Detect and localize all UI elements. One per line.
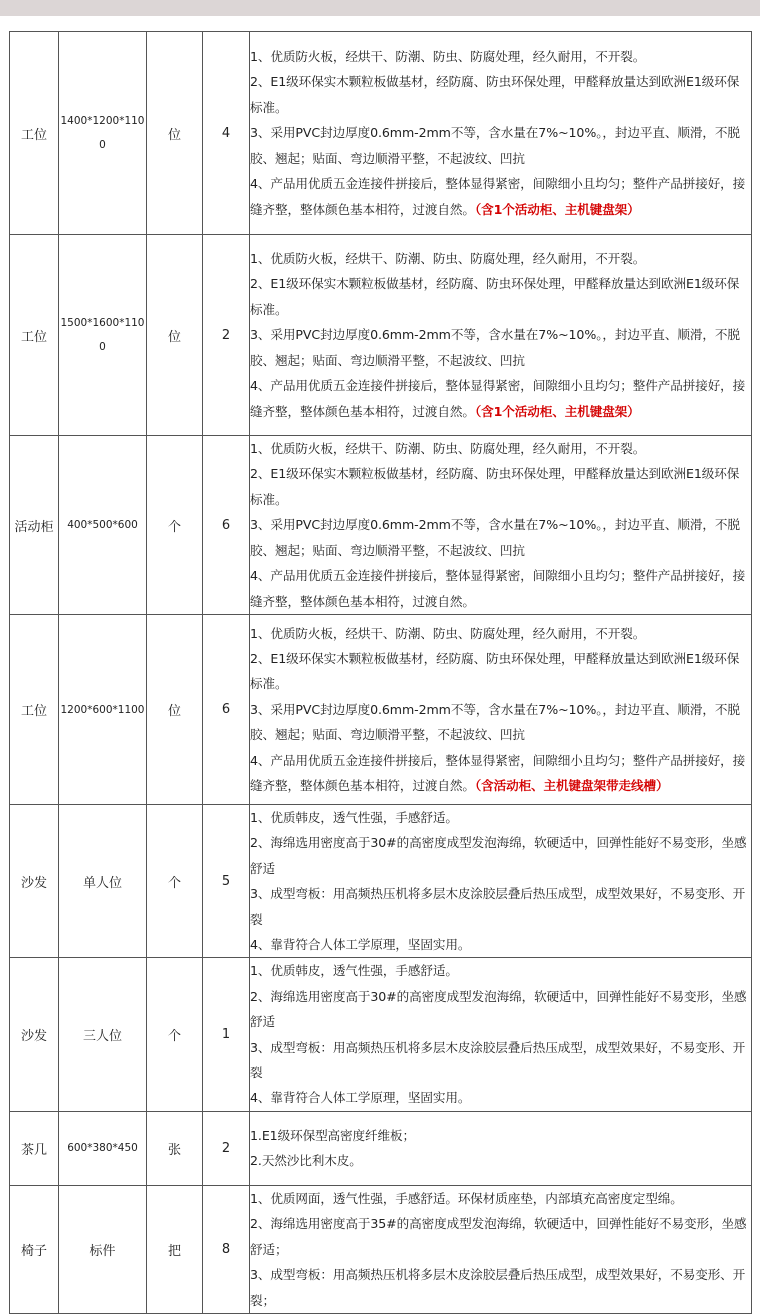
desc-text: 2、E1级环保实木颗粒板做基材，经防腐、防虫环保处理，甲醛释放量达到欧洲E1级环保标准。 [250, 650, 740, 692]
desc-note: （含活动柜、主机键盘架带走线槽） [474, 778, 669, 794]
item-name-cell: 沙发 [10, 958, 59, 1111]
desc-text: 2、海绵选用密度高于30#的高密度成型发泡海绵，软硬适中，回弹性能好不易变形，坐感舒适 [250, 988, 747, 1030]
desc-text: 4、产品用优质五金连接件拼接后，整体显得紧密，间隙细小且均匀；整件产品拼接好，接缝齐整，整体颜色基本相符，过渡自然。 [250, 176, 746, 217]
table-row [10, 805, 752, 958]
desc-line [250, 246, 751, 271]
item-desc-cell [250, 958, 752, 1111]
desc-line [250, 1148, 751, 1173]
furniture-spec-table [9, 31, 752, 1314]
desc-line [250, 984, 751, 1035]
desc-line [250, 1085, 751, 1110]
desc-text: 2、E1级环保实木颗粒板做基材，经防腐、防虫环保处理，甲醛释放量达到欧洲E1级环保标准。 [250, 276, 740, 317]
desc-text: 1、优质网面，透气性强，手感舒适。环保材质座垫，内部填充高密度定型绵。 [250, 1190, 683, 1206]
item-unit-cell: 张 [147, 1111, 203, 1185]
desc-text: 2、E1级环保实木颗粒板做基材，经防腐、防虫环保处理，甲醛释放量达到欧洲E1级环保标准。 [250, 466, 740, 507]
desc-line [250, 805, 751, 830]
desc-text: 1、优质防火板，经烘干、防潮、防虫、防腐处理，经久耐用，不开裂。 [250, 251, 646, 267]
item-spec-cell: 1400*1200*1100 [59, 32, 147, 235]
desc-text: 4、靠背符合人体工学原理，坚固实用。 [250, 1090, 471, 1106]
desc-line [250, 271, 751, 322]
desc-text: 2、E1级环保实木颗粒板做基材，经防腐、防虫环保处理，甲醛释放量达到欧洲E1级环保标准。 [250, 74, 740, 115]
desc-line [250, 958, 751, 983]
desc-note: （含1个活动柜、主机键盘架） [474, 201, 640, 217]
desc-line [250, 646, 751, 697]
item-name-cell: 工位 [10, 615, 59, 805]
desc-text: 1、优质防火板，经烘干、防潮、防虫、防腐处理，经久耐用，不开裂。 [250, 441, 646, 457]
item-spec-cell: 标件 [59, 1185, 147, 1313]
item-unit-cell: 位 [147, 32, 203, 235]
desc-text: 4、产品用优质五金连接件拼接后，整体显得紧密，间隙细小且均匀；整件产品拼接好，接缝齐整，整体颜色基本相符，过渡自然。 [250, 752, 746, 794]
item-desc-cell [250, 1111, 752, 1185]
desc-line [250, 1123, 751, 1148]
desc-line [250, 322, 751, 373]
item-desc-cell [250, 805, 752, 958]
item-name-cell: 工位 [10, 32, 59, 235]
desc-line [250, 1035, 751, 1086]
item-desc-cell [250, 1185, 752, 1313]
item-spec-cell: 三人位 [59, 958, 147, 1111]
item-qty-cell: 8 [203, 1185, 250, 1313]
desc-line [250, 697, 751, 748]
item-spec-cell: 单人位 [59, 805, 147, 958]
item-name-cell: 工位 [10, 235, 59, 436]
desc-line [250, 748, 751, 799]
item-qty-cell: 6 [203, 615, 250, 805]
item-unit-cell: 位 [147, 615, 203, 805]
desc-text: 1.E1级环保型高密度纤维板； [250, 1127, 416, 1143]
item-unit-cell: 个 [147, 436, 203, 615]
desc-text: 4、靠背符合人体工学原理，坚固实用。 [250, 937, 471, 953]
desc-text: 4、产品用优质五金连接件拼接后，整体显得紧密，间隙细小且均匀；整件产品拼接好，接缝齐整，整体颜色基本相符，过渡自然。 [250, 568, 746, 609]
table-row [10, 958, 752, 1111]
desc-line [250, 1211, 751, 1262]
table-row [10, 1185, 752, 1313]
table-row [10, 32, 752, 235]
desc-line [250, 621, 751, 646]
desc-text: 3、成型弯板：用高频热压机将多层木皮涂胶层叠后热压成型，成型效果好，不易变形、开裂； [250, 1267, 746, 1308]
item-qty-cell: 2 [203, 1111, 250, 1185]
desc-text: 3、采用PVC封边厚度0.6mm-2mm不等，含水量在7%~10%。，封边平直、顺滑，不脱胶、翘起；贴面、弯边顺滑平整，不起波纹、凹抗 [250, 517, 740, 558]
item-unit-cell: 个 [147, 958, 203, 1111]
desc-line [250, 69, 751, 120]
item-desc-cell [250, 32, 752, 235]
desc-text: 4、产品用优质五金连接件拼接后，整体显得紧密，间隙细小且均匀；整件产品拼接好，接缝齐整，整体颜色基本相符，过渡自然。 [250, 378, 746, 419]
table-row [10, 436, 752, 615]
desc-text: 3、采用PVC封边厚度0.6mm-2mm不等，含水量在7%~10%。，封边平直、顺滑，不脱胶、翘起；贴面、弯边顺滑平整，不起波纹、凹抗 [250, 125, 740, 166]
desc-line [250, 120, 751, 171]
item-spec-cell: 1200*600*1100 [59, 615, 147, 805]
item-qty-cell: 4 [203, 32, 250, 235]
item-unit-cell: 位 [147, 235, 203, 436]
item-spec-cell: 600*380*450 [59, 1111, 147, 1185]
desc-text: 3、成型弯板：用高频热压机将多层木皮涂胶层叠后热压成型，成型效果好，不易变形、开裂 [250, 1039, 746, 1081]
desc-line [250, 1262, 751, 1313]
desc-text: 3、采用PVC封边厚度0.6mm-2mm不等，含水量在7%~10%。，封边平直、顺滑，不脱胶、翘起；贴面、弯边顺滑平整，不起波纹、凹抗 [250, 701, 740, 743]
item-desc-cell [250, 436, 752, 615]
desc-text: 1、优质韩皮，透气性强，手感舒适。 [250, 963, 458, 979]
desc-text: 3、成型弯板：用高频热压机将多层木皮涂胶层叠后热压成型，成型效果好，不易变形、开裂 [250, 886, 746, 927]
desc-note: （含1个活动柜、主机键盘架） [474, 403, 640, 419]
desc-line [250, 171, 751, 222]
desc-text: 2.天然沙比利木皮。 [250, 1153, 362, 1169]
item-name-cell: 茶几 [10, 1111, 59, 1185]
table-row [10, 235, 752, 436]
item-name-cell: 活动柜 [10, 436, 59, 615]
item-unit-cell: 个 [147, 805, 203, 958]
desc-line [250, 1186, 751, 1211]
item-desc-cell [250, 615, 752, 805]
item-desc-cell [250, 235, 752, 436]
desc-line [250, 830, 751, 881]
desc-line [250, 563, 751, 614]
item-spec-cell: 400*500*600 [59, 436, 147, 615]
desc-text: 2、海绵选用密度高于35#的高密度成型发泡海绵，软硬适中，回弹性能好不易变形，坐感舒适； [250, 1216, 747, 1257]
desc-line [250, 932, 751, 957]
item-unit-cell: 把 [147, 1185, 203, 1313]
item-qty-cell: 1 [203, 958, 250, 1111]
item-name-cell: 沙发 [10, 805, 59, 958]
item-name-cell: 椅子 [10, 1185, 59, 1313]
desc-line [250, 881, 751, 932]
item-qty-cell: 2 [203, 235, 250, 436]
table-row [10, 1111, 752, 1185]
top-bar [0, 0, 760, 16]
desc-line [250, 373, 751, 424]
desc-line [250, 436, 751, 461]
item-qty-cell: 5 [203, 805, 250, 958]
desc-line [250, 44, 751, 69]
desc-text: 1、优质韩皮，透气性强，手感舒适。 [250, 810, 458, 825]
desc-line [250, 512, 751, 563]
desc-text: 3、采用PVC封边厚度0.6mm-2mm不等，含水量在7%~10%。，封边平直、顺滑，不脱胶、翘起；贴面、弯边顺滑平整，不起波纹、凹抗 [250, 327, 740, 368]
desc-text: 1、优质防火板，经烘干、防潮、防虫、防腐处理，经久耐用，不开裂。 [250, 625, 646, 641]
item-spec-cell: 1500*1600*1100 [59, 235, 147, 436]
desc-text: 1、优质防火板，经烘干、防潮、防虫、防腐处理，经久耐用，不开裂。 [250, 49, 646, 65]
desc-line [250, 461, 751, 512]
table-row [10, 615, 752, 805]
desc-text: 2、海绵选用密度高于30#的高密度成型发泡海绵，软硬适中，回弹性能好不易变形，坐感舒适 [250, 835, 747, 876]
item-qty-cell: 6 [203, 436, 250, 615]
